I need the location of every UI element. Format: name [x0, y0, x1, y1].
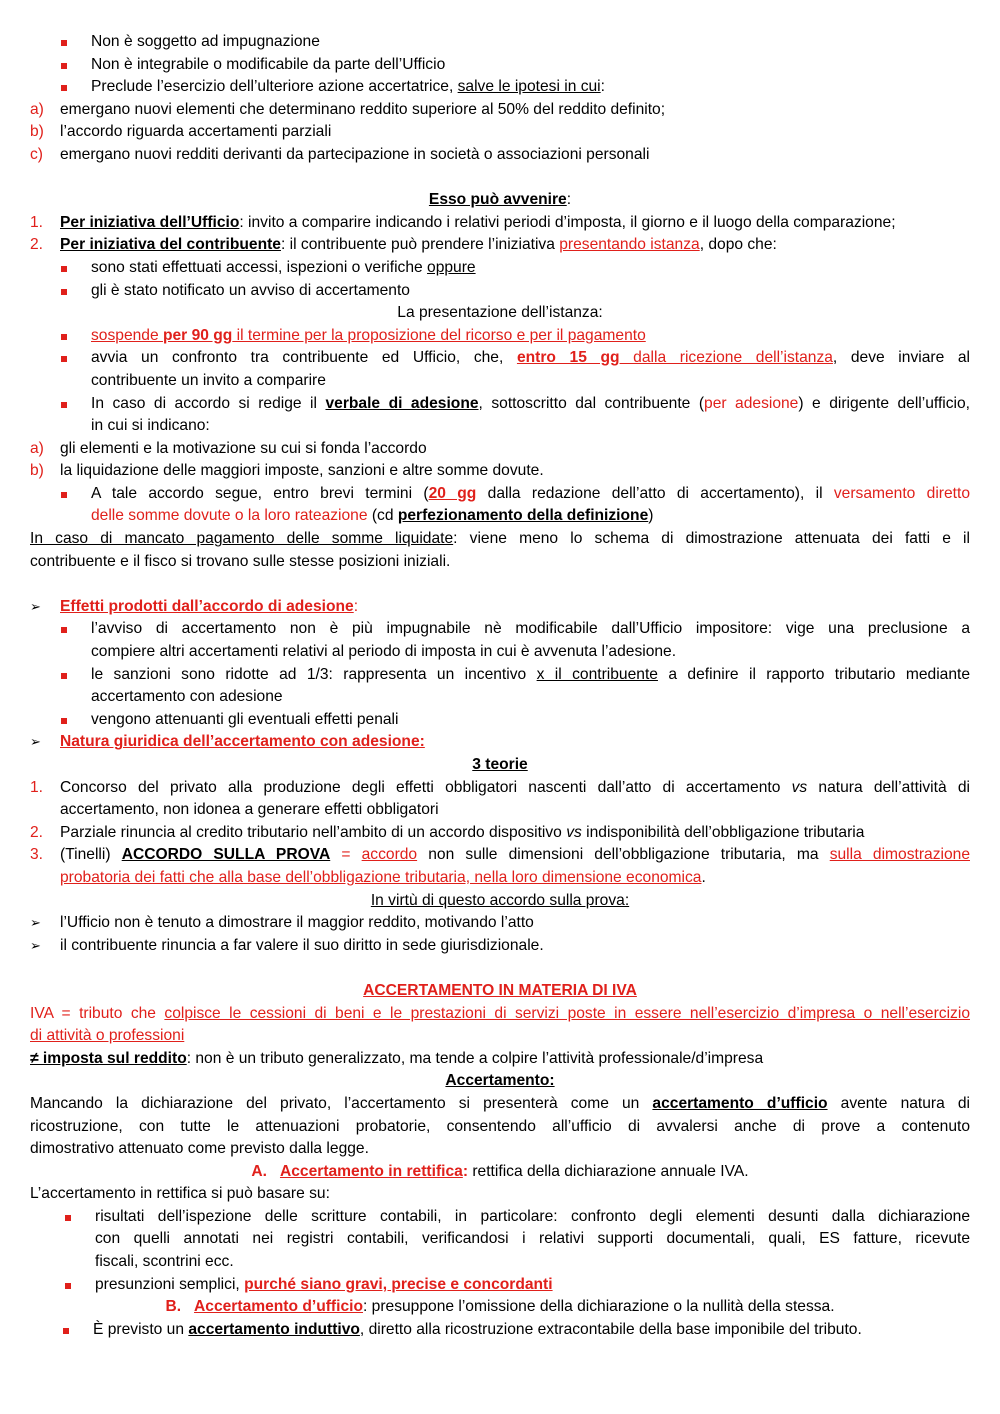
square-bullet-icon: [61, 85, 67, 91]
square-bullet-icon: [63, 1328, 69, 1334]
paragraph: dimostrativo attenuato come previsto dalla legge.: [30, 1140, 369, 1158]
square-bullet-icon: [61, 63, 67, 69]
square-bullet-icon: [65, 1283, 71, 1289]
bullet-item: È previsto un accertamento induttivo, diretto alla ricostruzione extracontabile della base imponibile del tributo.: [30, 1319, 970, 1342]
arrow-bullet-icon: ➢: [30, 734, 41, 750]
arrow-bullet-icon: ➢: [30, 915, 41, 931]
paragraph: In caso di mancato pagamento delle somme liquidate: viene meno lo schema di dimostrazione attenuata dei fatti e il: [30, 530, 970, 548]
sub-heading: La presentazione dell’istanza:: [397, 304, 603, 322]
arrow-item: ➢ Natura giuridica dell’accertamento con adesione:: [30, 731, 970, 754]
square-bullet-icon: [61, 289, 67, 295]
square-bullet-icon: [61, 356, 67, 362]
paragraph: Mancando la dichiarazione del privato, l’accertamento si presenterà come un accertamento d’ufficio avente natura di: [30, 1094, 971, 1112]
square-bullet-icon: [61, 402, 67, 408]
lettered-item: a) emergano nuovi elementi che determinano reddito superiore al 50% del reddito definito;: [30, 100, 666, 118]
arrow-item: ➢ Effetti prodotti dall’accordo di adesione:: [30, 596, 970, 619]
paragraph: L’accertamento in rettifica si può basare su:: [30, 1185, 330, 1203]
lettered-item: c) emergano nuovi redditi derivanti da partecipazione in società o associazioni personali: [30, 145, 650, 163]
bullet-item: Non è integrabile o modificabile da parte dell’Ufficio: [30, 54, 970, 77]
square-bullet-icon: [61, 266, 67, 272]
lettered-item: a) gli elementi e la motivazione su cui si fonda l’accordo: [30, 439, 427, 457]
square-bullet-icon: [61, 40, 67, 46]
square-bullet-icon: [61, 334, 67, 340]
paragraph: ricostruzione, con tutte le attenuazioni probatorie, consentendo all’ufficio di avvalersi anche di prove a contenuto: [30, 1117, 970, 1135]
lettered-heading: A. Accertamento in rettifica: rettifica della dichiarazione annuale IVA.: [251, 1162, 749, 1180]
document-page: [30, 31, 970, 1341]
sub-heading: 3 teorie: [472, 756, 528, 773]
lettered-item: b) l’accordo riguarda accertamenti parziali: [30, 123, 332, 141]
paragraph: IVA = tributo che colpisce le cessioni di beni e le prestazioni di servizi poste in essere nell’esercizio d’impresa o nell’esercizio: [30, 1004, 970, 1022]
bullet-item: presunzioni semplici, purché siano gravi, precise e concordanti: [30, 1274, 970, 1297]
sub-heading: Accertamento:: [445, 1072, 555, 1090]
numbered-item: 2. Per iniziativa del contribuente: il contribuente può prendere l’iniziativa presentando istanza, dopo che:: [30, 236, 777, 254]
bullet-item: sospende per 90 gg il termine per la proposizione del ricorso e per il pagamento: [30, 325, 970, 348]
arrow-bullet-icon: ➢: [30, 598, 41, 614]
arrow-item: ➢ l’Ufficio non è tenuto a dimostrare il maggior reddito, motivando l’atto: [30, 912, 970, 935]
bullet-item: sono stati effettuati accessi, ispezioni o verifiche oppure: [30, 257, 970, 280]
numbered-item: 1. Concorso del privato alla produzione degli effetti obbligatori nascenti dall’atto di accertamento vs natura dell’attività di accertamento, non idonea a generare effetti obbligatori: [30, 778, 970, 819]
section-title: ACCERTAMENTO IN MATERIA DI IVA: [363, 981, 637, 999]
section-heading: Esso può avvenire:: [428, 191, 572, 209]
bullet-item: A tale accordo segue, entro brevi termini (20 gg dalla redazione dell’atto di accertamento), il versamento diretto delle somme dovute o la loro rateazione (cd perfezionamento della definizione): [30, 483, 970, 528]
square-bullet-icon: [61, 718, 67, 724]
bullet-item: gli è stato notificato un avviso di accertamento: [30, 280, 970, 303]
arrow-item: ➢ il contribuente rinuncia a far valere il suo diritto in sede giurisdizionale.: [30, 935, 970, 958]
bullet-item: risultati dell’ispezione delle scritture contabili, in particolare: confronto degli elementi desunti dalla dichiarazione con quelli annotati nei registri contabili, verificandosi i relativi supporti documentali, quali, ES fatture, ricevute fiscali, scontrini ecc.: [30, 1206, 970, 1274]
bullet-item: avvia un confronto tra contribuente ed Ufficio, che, entro 15 gg dalla ricezione dell’istanza, deve inviare al contribuente un invito a comparire: [30, 347, 970, 392]
bullet-item: l’avviso di accertamento non è più impugnabile nè modificabile dall’Ufficio impositore: vige una preclusione a compiere altri accertamenti relativi al periodo di imposta in cui è avvenuta l’adesione.: [30, 618, 970, 663]
lettered-item: b) la liquidazione delle maggiori imposte, sanzioni e altre somme dovute.: [30, 462, 544, 480]
bullet-item: vengono attenuanti gli eventuali effetti penali: [30, 709, 970, 732]
bullet-item: Preclude l’esercizio dell’ulteriore azione accertatrice, salve le ipotesi in cui:: [30, 76, 970, 99]
bullet-item: In caso di accordo si redige il verbale di adesione, sottoscritto dal contribuente (per adesione) e dirigente dell’ufficio, in cui si indicano:: [30, 393, 970, 438]
paragraph: contribuente e il fisco si trovano sulle stesse posizioni iniziali.: [30, 552, 451, 570]
bullet-item: Non è soggetto ad impugnazione: [30, 31, 970, 54]
bullet-item: le sanzioni sono ridotte ad 1/3: rappresenta un incentivo x il contribuente a definire il rapporto tributario mediante accertamento con adesione: [30, 664, 970, 709]
paragraph: di attività o professioni: [30, 1027, 185, 1045]
square-bullet-icon: [65, 1215, 71, 1221]
square-bullet-icon: [61, 492, 67, 498]
lettered-heading: B. Accertamento d’ufficio: presuppone l’omissione della dichiarazione o la nullità della stessa.: [165, 1298, 835, 1316]
numbered-item: 1. Per iniziativa dell’Ufficio: invito a comparire indicando i relativi periodi d’imposta, il giorno e il luogo della comparazione;: [30, 213, 896, 231]
numbered-item: 3. (Tinelli) ACCORDO SULLA PROVA = accordo non sulle dimensioni dell’obbligazione tributaria, ma sulla dimostrazione probatoria dei fatti che alla base dell’obbligazione tributaria, nella loro dimensione economica.: [30, 846, 970, 886]
numbered-item: 2. Parziale rinuncia al credito tributario nell’ambito di un accordo dispositivo vs indisponibilità dell’obbligazione tributaria: [30, 823, 865, 841]
paragraph: ≠ imposta sul reddito: non è un tributo generalizzato, ma tende a colpire l’attività professionale/d’impresa: [30, 1049, 764, 1067]
sub-heading: In virtù di questo accordo sulla prova:: [370, 891, 630, 909]
square-bullet-icon: [61, 627, 67, 633]
arrow-bullet-icon: ➢: [30, 937, 41, 953]
square-bullet-icon: [61, 673, 67, 679]
